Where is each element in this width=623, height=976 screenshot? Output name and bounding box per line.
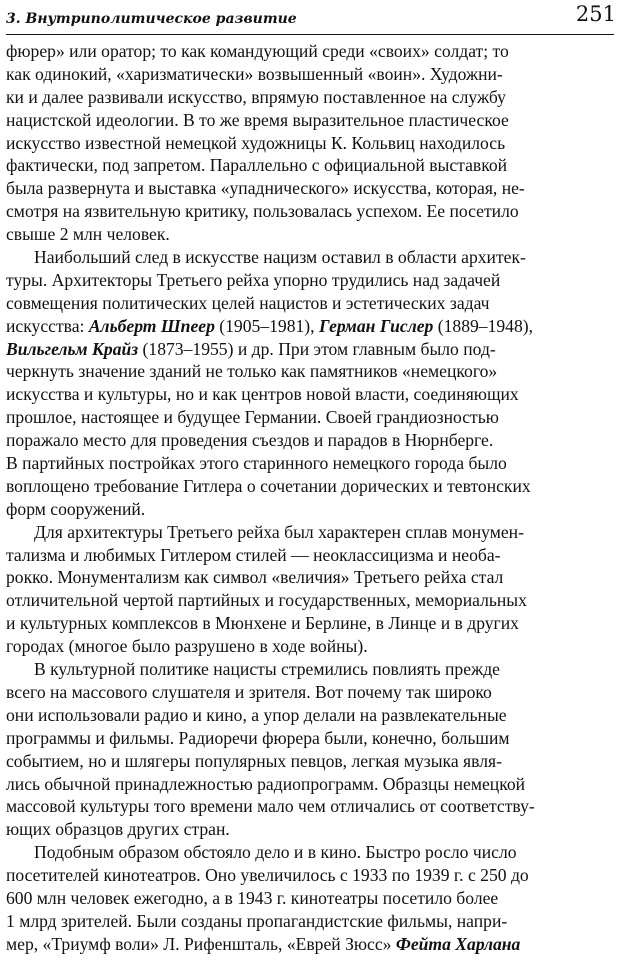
text-line: В культурной политике нацисты стремились повлиять прежде bbox=[34, 659, 500, 680]
text-segment: (1905–1981), bbox=[214, 315, 319, 336]
text-line: массовой культуры того времени мало чем отличались от соответству- bbox=[6, 796, 535, 817]
architect-name-kreis: Вильгельм Крайз bbox=[6, 338, 139, 359]
text-line: Подобным образом обстояло дело и в кино. Быстро росло число bbox=[34, 842, 517, 863]
text-line: форм сооружений. bbox=[6, 498, 146, 519]
text-segment: (1889–1948), bbox=[433, 315, 534, 336]
page-header bbox=[6, 2, 616, 34]
text-line: воплощено требование Гитлера о сочетании дорических и тевтонских bbox=[6, 475, 531, 496]
text-line: ки и далее развивали искусство, впрямую поставленное на службу bbox=[6, 86, 506, 107]
text-line: и культурных комплексов в Мюнхене и Берлине, в Линце и в других bbox=[6, 613, 519, 634]
text-line: лись обычной принадлежностью радиопрограмм. Образцы немецкой bbox=[6, 773, 526, 794]
text-line: искусства и культуры, но и как центров новой власти, соединяющих bbox=[6, 384, 519, 405]
architect-name-giesler: Герман Гислер bbox=[318, 315, 434, 336]
text-line-mixed bbox=[6, 338, 616, 361]
director-name-harlan: Фейта Харлана bbox=[395, 933, 521, 954]
text-line: туры. Архитекторы Третьего рейха упорно трудились над задачей bbox=[6, 269, 501, 290]
text-segment: мер, «Триумф воли» Л. Рифеншталь, «Еврей Зюсс» bbox=[6, 933, 396, 954]
text-line: совмещения политических целей нацистов и эстетических задач bbox=[6, 292, 490, 313]
text-line: 600 млн человек ежегодно, а в 1943 г. кинотеатры посетило более bbox=[6, 887, 499, 908]
text-line: как одинокий, «харизматически» возвышенный «воин». Художни- bbox=[6, 63, 503, 84]
text-line: черкнуть значение зданий не только как памятников «немецкого» bbox=[6, 361, 498, 382]
text-line: отличительной чертой партийных и государственных, мемориальных bbox=[6, 590, 527, 611]
text-line: искусство известной немецкой художницы К. Кольвиц находилось bbox=[6, 132, 506, 153]
body-text bbox=[6, 40, 616, 956]
page-number: 251 bbox=[575, 2, 616, 26]
text-line: они использовали радио и кино, а упор делали на развлекательные bbox=[6, 704, 507, 725]
text-line: тализма и любимых Гитлером стилей — неоклассицизма и необа- bbox=[6, 544, 501, 565]
text-line: прошлое, настоящее и будущее Германии. Своей грандиозностью bbox=[6, 407, 499, 428]
text-line: событием, но и шлягеры популярных певцов, легкая музыка явля- bbox=[6, 750, 502, 771]
text-line: была развернута и выставка «упаднического» искусства, которая, не- bbox=[6, 178, 525, 199]
text-segment: (1873–1955) и др. При этом главным было под- bbox=[138, 338, 496, 359]
text-line: посетителей кинотеатров. Оно увеличилось с 1933 по 1939 г. с 250 до bbox=[6, 865, 529, 886]
text-line: городах (многое было разрушено в ходе войны). bbox=[6, 636, 368, 657]
text-line: ющих образцов других стран. bbox=[6, 819, 230, 840]
text-line: фюрер» или оратор; то как командующий среди «своих» солдат; то bbox=[6, 41, 509, 61]
text-line: свыше 2 млн человек. bbox=[6, 224, 170, 245]
architect-name-speer: Альберт Шпеер bbox=[88, 315, 215, 336]
text-line-mixed bbox=[6, 315, 616, 338]
running-head: 3. Внутриполитическое развитие bbox=[6, 11, 297, 27]
text-line: Для архитектуры Третьего рейха был характерен сплав монумен- bbox=[34, 521, 524, 542]
text-segment: искусства: bbox=[6, 315, 89, 336]
text-line: Наибольший след в искусстве нацизм оставил в области архитек- bbox=[34, 247, 526, 268]
text-line: всего на массового слушателя и зрителя. Вот почему так широко bbox=[6, 681, 492, 702]
text-line: фактически, под запретом. Параллельно с официальной выставкой bbox=[6, 155, 508, 176]
text-line: рокко. Монументализм как символ «величия» Третьего рейха стал bbox=[6, 567, 504, 588]
text-line: В партийных постройках этого старинного немецкого города было bbox=[6, 453, 507, 474]
text-line: программы и фильмы. Радиоречи фюрера были, конечно, большим bbox=[6, 727, 510, 748]
text-line: 1 млрд зрителей. Были созданы пропагандистские фильмы, напри- bbox=[6, 910, 508, 931]
text-line: поражало место для проведения съездов и парадов в Нюрнберге. bbox=[6, 430, 494, 451]
header-rule bbox=[6, 34, 614, 35]
text-line: смотря на язвительную критику, пользовалась успехом. Ее посетило bbox=[6, 201, 519, 222]
text-line-mixed bbox=[6, 933, 616, 956]
text-line: нацистской идеологии. В то же время выразительное пластическое bbox=[6, 109, 509, 130]
